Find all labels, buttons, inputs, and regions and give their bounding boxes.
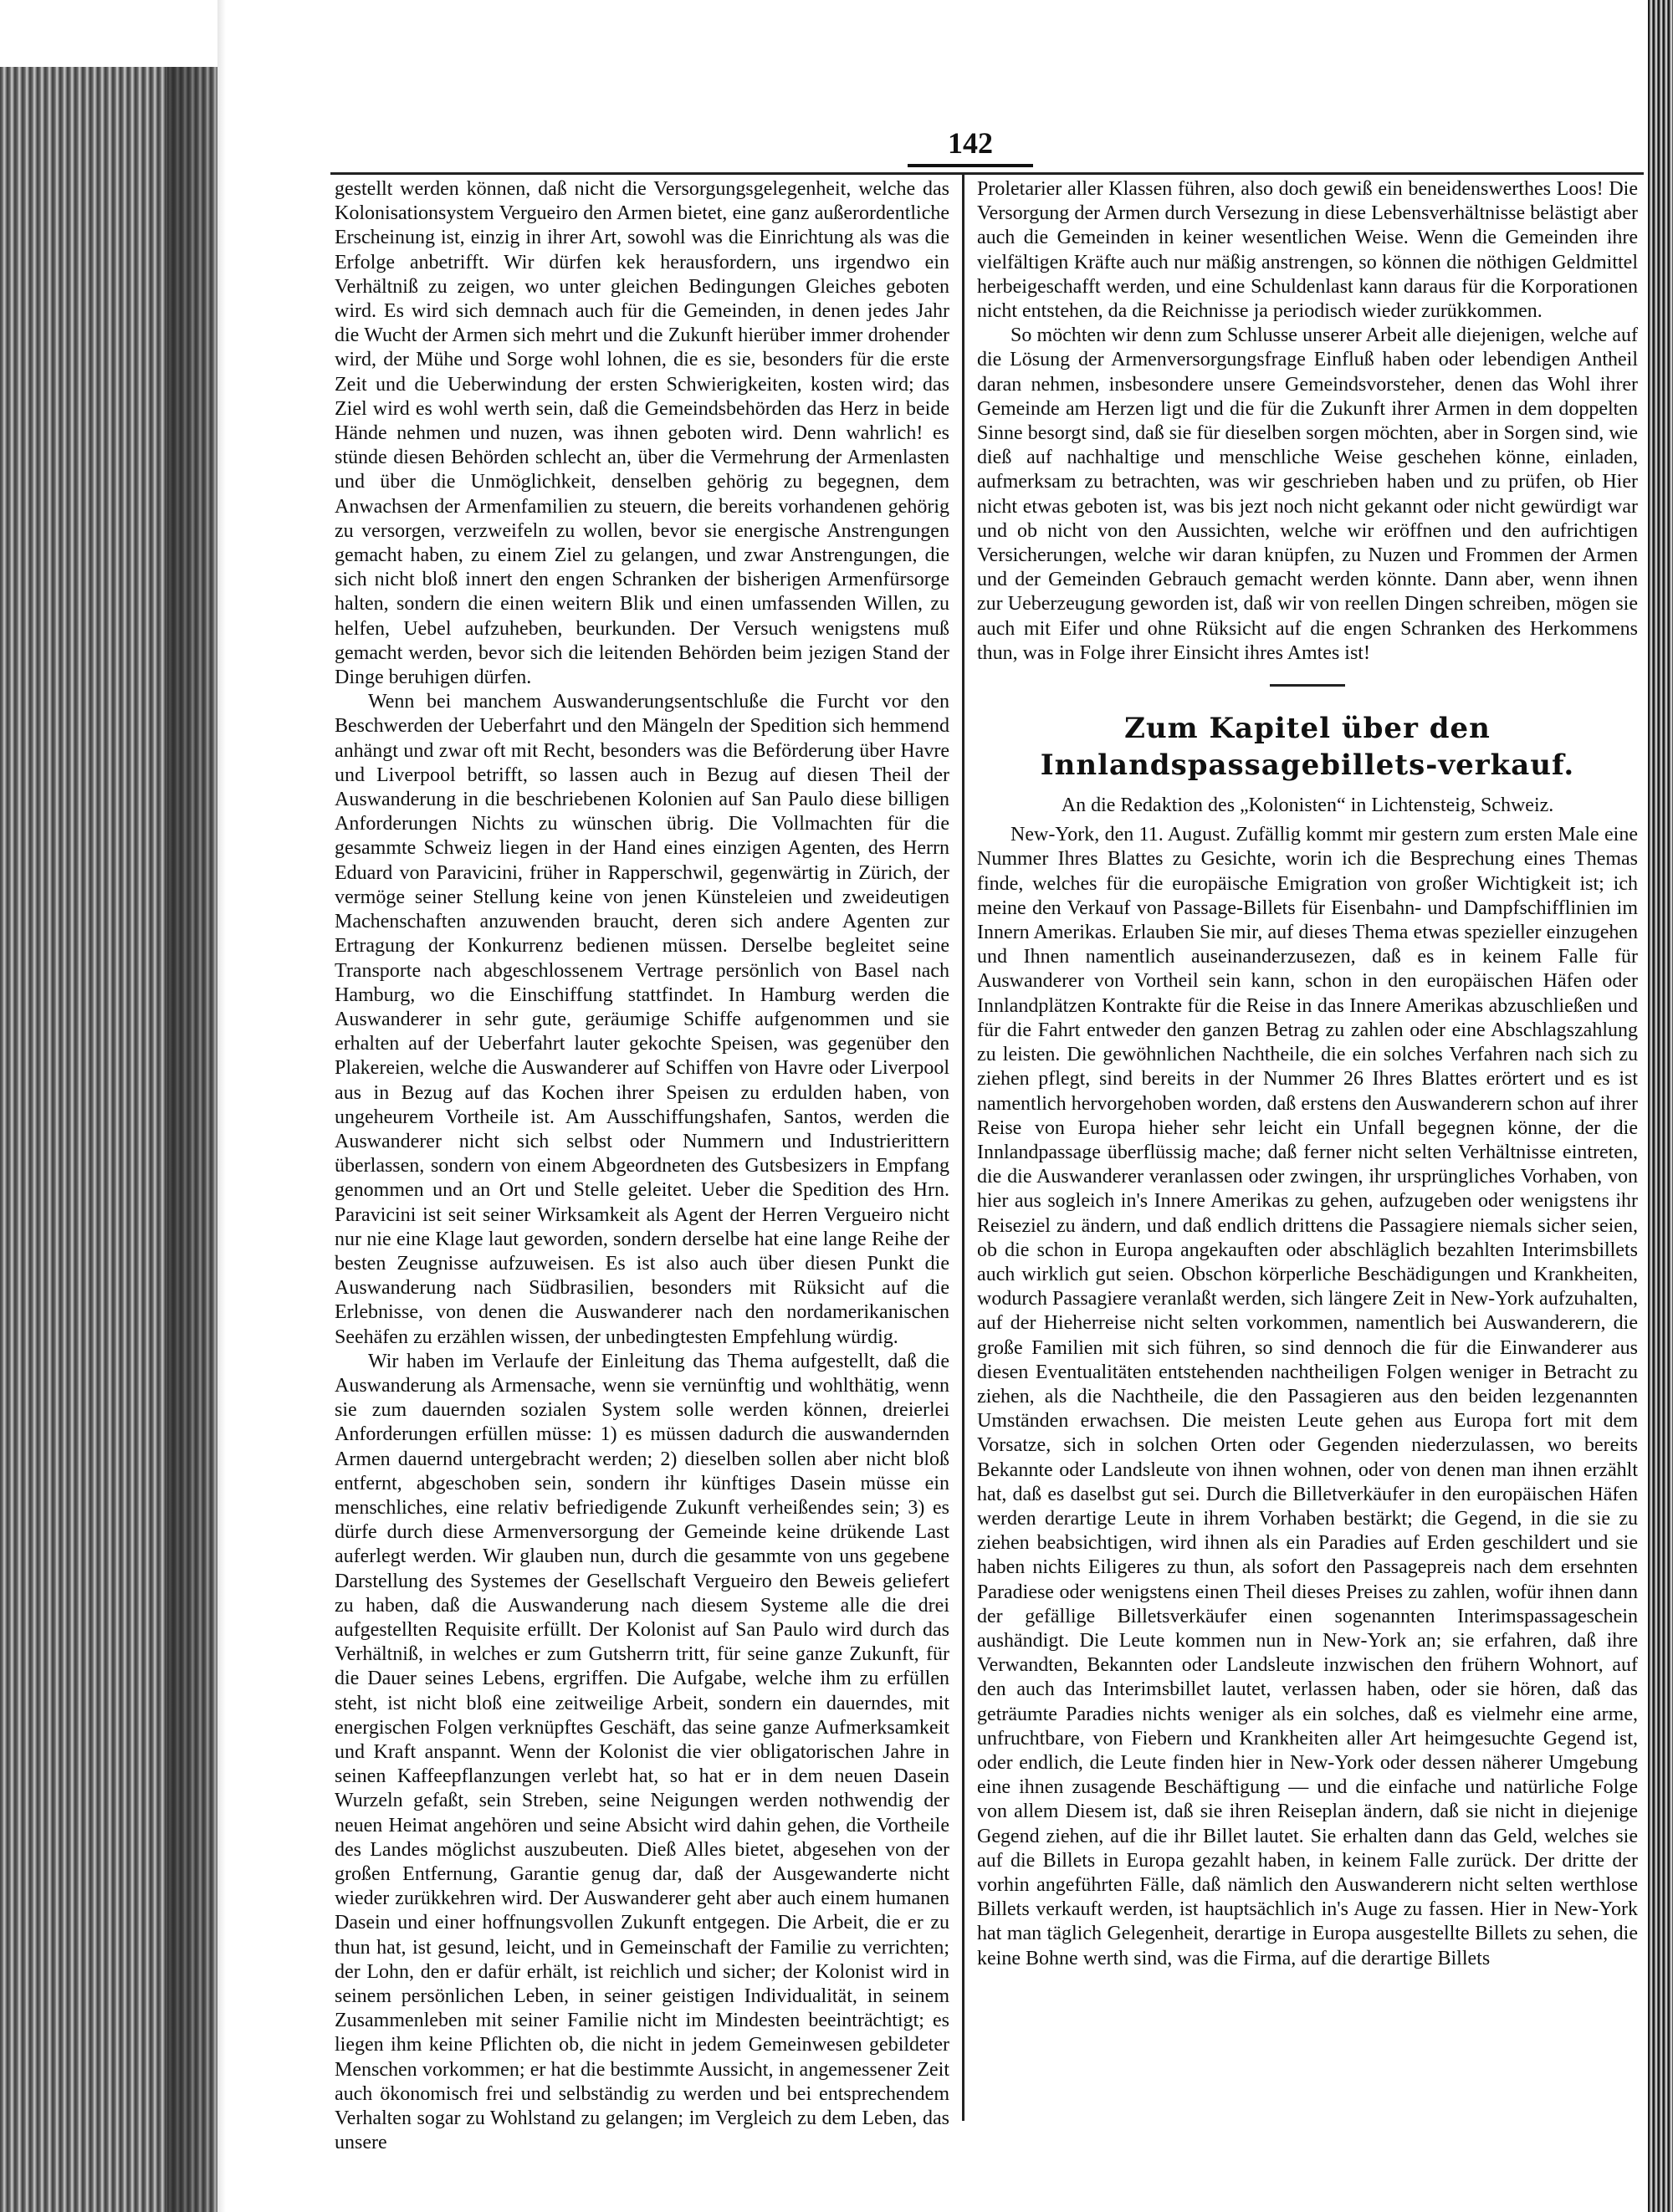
left-paragraph-2: Wenn bei manchem Auswanderungsentschluße die Furcht vor den Beschwerden der Ueberfahrt und den Mängeln der Spedition sich hemmend anhängt und zwar oft mit Recht, besonders was die Beförderung über Havre und Liverpool betrifft, so lassen auch in Bezug auf diesen Theil der Auswanderung in die beschriebenen Kolonien auf San Paulo diese billigen Anforderungen Nichts zu wünschen übrig. Die Vollmachten für die gesammte Schweiz liegen in der Hand eines einzigen Agenten, des Herrn Eduard von Paravicini, früher in Rapperschwil, gegenwärtig in Zürich, der vermöge seiner Stellung keine von jenen Künsteleien und zweideutigen Machenschaften anzuwenden braucht, deren sich andere Agenten zur Ertragung der Konkurrenz bedienen müssen. Derselbe begleitet seine Transporte nach abgeschlossenem Vertrage persönlich von Basel nach Hamburg, wo die Einschiffung stattfindet. In Hamburg werden die Auswanderer in sehr gute, geräumige Schiffe aufgenommen und sie erhalten auf der Ueberfahrt lauter gekochte Speisen, was gegenüber den Plakereien, welche die Auswanderer auf Schiffen von Havre oder Liverpool aus in Bezug auf das Kochen ihrer Speisen zu erdulden haben, von ungeheurem Vortheile ist. Am Ausschiffungshafen, Santos, werden die Auswanderer nicht sich selbst oder Nummern und Industrierittern überlassen, sondern von einem Abgeordneten des Gutsbesizers in Empfang genommen und an Ort und Stelle geleitet. Ueber die Spedition des Hrn. Paravicini ist seit seiner Wirksamkeit als Agent der Herren Vergueiro nicht nur nie eine Klage laut geworden, sondern derselbe hat eine lange Reihe der besten Zeugnisse aufzuweisen. Es ist also auch über diesen Punkt die Auswanderung nach Südbrasilien, besonders mit Rüksicht auf die Erlebnisse, von denen die Auswanderer nach den nordamerikanischen Seehäfen zu erzählen wissen, der unbedingtesten Empfehlung würdig. (335, 691, 949, 1348)
page-right-edge (1648, 0, 1673, 2212)
column-divider (962, 172, 964, 2121)
article-divider (1270, 684, 1345, 687)
article-paragraph-1: New-York, den 11. August. Zufällig kommt mir gestern zum ersten Male eine Nummer Ihres Blattes zu Gesichte, worin ich die Besprechung eines Themas finde, welches für die europäische Emigration von großer Wichtigkeit ist; ich meine den Verkauf von Passage-Billets für Eisenbahn- und Dampfschifflinien im Innern Amerikas. Erlauben Sie mir, auf dieses Thema etwas spezieller einzugehen und Ihnen namentlich auseinanderzusezen, daß es in keinem Falle für Auswanderer von Vortheil sein kann, schon in den europäischen Häfen oder Innlandplätzen Kontrakte für die Reise in das Innere Amerikas abzuschließen und für die Fahrt entweder den ganzen Betrag zu zahlen oder eine Abschlagszahlung zu leisten. Die gewöhnlichen Nachtheile, die ein solches Verfahren nach sich zu ziehen pflegt, sind bereits in der Nummer 26 Ihres Blattes erörtert und es ist namentlich hervorgehoben worden, daß erstens den Auswanderern schon auf ihrer Reise von Europa hieher sehr leicht ein Unfall begegnen könne, der die Innlandpassage überflüssig mache; daß ferner nicht selten Verhältnisse eintreten, die die Auswanderer veranlassen oder zwingen, ihr ursprüngliches Vorhaben, von hier aus sogleich in's Innere Amerikas zu gehen, aufzugeben oder wenigstens ihr Reiseziel zu ändern, und daß endlich drittens die Passagiere niemals sicher seien, ob die schon in Europa angekauften oder abschläglich bezahlten Interimsbillets auch wirklich gut seien. Obschon körperliche Beschädigungen und Krankheiten, wodurch Passagiere veranlaßt werden, sich längere Zeit in New-York aufzuhalten, auf der Hieherreise nicht selten vorkommen, namentlich bei Auswanderern, die große Familien mit sich führen, so sind dennoch die für die Einwanderer aus diesen Eventualitäten entstehenden nachtheiligen Folgen weniger in Betracht zu ziehen, als die Nachtheile, die den Passagieren aus den beiden lezgenannten Umständen erwachsen. Die meisten Leute gehen aus Europa fort mit dem Vorsatze, sich in solchen Orten oder Gegenden niederzulassen, wo bereits Bekannte oder Landsleute von ihnen wohnen, oder von denen man ihnen erzählt hat, daß es daselbst gut sei. Durch die Billetverkäufer in den europäischen Häfen werden derartige Leute in ihrem Vorhaben bestärkt; die Gegend, in die sie zu ziehen beabsichtigen, wird ihnen als ein Paradies auf Erden geschildert und sie haben nichts Eiligeres zu thun, als sofort den Passagepreis nach dem ersehnten Paradiese oder wenigstens einen Theil dieses Preises zu zahlen, wofür ihnen dann der gefällige Billetsverkäufer einen sogenannten Interimspassageschein aushändigt. Die Leute kommen nun in New-York an; sie erfahren, daß ihre Verwandten, Bekannten oder Landsleute inzwischen den frühern Wohnort, auf den auch das Interimsbillet lautet, verlassen haben, oder sie hören, daß das geträumte Paradies nichts weniger als ein solches, daß es vielmehr eine arme, unfruchtbare, von Fiebern und Krankheiten aller Art heimgesuchte Gegend ist, oder endlich, die Leute finden hier in New-York oder dessen näherer Umgebung eine ihnen zusagende Beschäftigung — und die einfache und natürliche Folge von allem Diesem ist, daß sie ihren Reiseplan ändern, daß sie nicht in diejenige Gegend ziehen, auf die ihr Billet lautet. Sie erhalten dann das Geld, welches sie auf die Billets in Europa gezahlt haben, in keinem Falle zurück. Der dritte der vorhin angeführten Fälle, daß nämlich den Auswanderern nicht selten werthlose Billets verkauft werden, ist hauptsächlich in's Auge zu fassen. Hier in New-York hat man täglich Gelegenheit, derartige in Europa ausgestellte Billets zu sehen, die keine Bohne werth sind, was die Firma, auf die derartige Billets (977, 824, 1638, 1969)
right-paragraph-1: Proletarier aller Klassen führen, also doch gewiß ein beneidenswerthes Loos! Die Versorgung der Armen durch Versezung in diese Lebensverhältnisse belästigt aber auch die Gemeinden in keiner wesentlichen Weise. Wenn die Gemeinden ihre vielfältigen Kräfte auch nur mäßig anstrengen, so können die nöthigen Geldmittel herbeigeschafft werden, und eine Schuldenlast kann daraus für die Korporationen nicht entstehen, da die Reichnisse ja periodisch wieder zurükkommen. (977, 178, 1638, 323)
left-column (335, 177, 949, 2154)
page-number: 142 (948, 126, 993, 160)
left-paragraph-1: gestellt werden können, daß nicht die Versorgungsgelegenheit, welche das Kolonisationsystem Vergueiro den Armen bietet, eine ganz außerordentliche Erscheinung ist, einzig in ihrer Art, sowohl was die Einrichtung als was die Erfolge anbetrifft. Wir dürfen kek herausfordern, uns irgendwo ein Verhältniß zu zeigen, wo unter gleichen Bedingungen Gleiches geboten wird. Es wird sich demnach auch für die Gemeinden, in denen jedes Jahr die Wucht der Armen sich mehrt und die Zukunft hierüber immer drohender wird, der Mühe und Sorge wohl lohnen, die es sie, besonders für die erste Zeit und die Ueberwindung der ersten Schwierigkeiten, kosten wird; das Ziel wird es wohl werth sein, daß die Gemeindsbehörden das Herz in beide Hände nehmen und nuzen, was ihnen geboten wird. Denn wahrlich! es stünde diesen Behörden schlecht an, über die Vermehrung der Armenlasten und über die Unmöglichkeit, denselben gehörig zu begegnen, dem Anwachsen der Armenfamilien zu steuern, die bereits vorhandenen gehörig zu versorgen, verzweifeln zu wollen, bevor sie energische Anstrengungen gemacht haben, zu einem Ziel zu gelangen, und zwar Anstrengungen, die sich nicht bloß innert den engen Schranken der bisherigen Armenfürsorge halten, sondern die einen weitern Blik und einen umfassenden Willen, zu helfen, Uebel aufzuheben, beurkunden. Der Versuch wenigstens muß gemacht werden, bevor sich die leitenden Behörden beim jezigen Stand der Dinge beruhigen dürfen. (335, 178, 949, 689)
article-title: Zum Kapitel über den Innlandspassagebillets-verkauf. (1040, 712, 1575, 783)
article-address: An die Redaktion des „Kolonisten“ in Lichtensteig, Schweiz. (1061, 794, 1554, 817)
page-top-margin (0, 0, 217, 67)
page-number-underline (908, 164, 1033, 167)
right-column (977, 177, 1638, 2117)
book-gutter-shadow (167, 0, 226, 2212)
left-paragraph-3: Wir haben im Verlaufe der Einleitung das Thema aufgestellt, daß die Auswanderung als Armensache, wenn sie vernünftig und wohlthätig, wenn sie zum dauernden sozialen System solle werden können, dreierlei Anforderungen erfüllen müsse: 1) es müssen dadurch die auswandernden Armen dauernd untergebracht werden; 2) dieselben sollen aber nicht bloß entfernt, abgeschoben sein, sondern ihr künftiges Dasein müsse ein menschliches, eine relativ befriedigende Zukunft verheißendes sein; 3) es dürfe durch diese Armenversorgung der Gemeinde keine drükende Last auferlegt werden. Wir glauben nun, durch die gesammte von uns gegebene Darstellung des Systemes der Gesellschaft Vergueiro den Beweis geliefert zu haben, daß die Auswanderung nach diesem Systeme alle die drei aufgestellten Requisite erfüllt. Der Kolonist auf San Paulo wird durch das Verhältniß, in welches er zum Gutsherrn tritt, für seine ganze Zukunft, für die Dauer seines Lebens, ergriffen. Die Aufgabe, welche ihm zu erfüllen steht, ist nicht bloß eine zeitweilige Arbeit, sondern ein dauerndes, mit energischen Folgen verknüpftes Geschäft, das seine ganze Aufmerksamkeit und Kraft anspannt. Wenn der Kolonist die vier obligatorischen Jahre in seinen Kaffeepflanzungen verlebt hat, so hat er in dem neuen Dasein Wurzeln gefaßt, sein Streben, seine Neigungen werden nothwendig der neuen Heimat angehören und seine Absicht wird dahin gehen, die Vortheile des Landes möglichst auszubeuten. Dieß Alles bietet, abgesehen von der großen Entfernung, Garantie genug dar, daß der Ausgewanderte nicht wieder zurükkehren wird. Der Auswanderer geht aber auch einem humanen Dasein und einer hoffnungsvollen Zukunft entgegen. Die Arbeit, die er zu thun hat, ist gesund, leicht, und in Gemeinschaft der Familie zu verrichten; der Lohn, den er dafür erhält, ist reichlich und sicher; der Kolonist wird in seinem persönlichen Leben, in seiner geistigen Individualität, in seinem Zusammenleben mit seiner Familie nicht im Mindesten beeinträchtigt; es liegen ihm keine Pflichten ob, die nicht in jedem Gemeinwesen gebildeter Menschen vorkommen; er hat die bestimmte Aussicht, in angemessener Zeit auch ökonomisch frei und selbständig zu werden und bei entsprechendem Verhalten sogar zu Wohlstand zu gelangen; im Vergleich zu dem Leben, das unsere (335, 1350, 949, 2154)
header-rule (330, 172, 1644, 175)
right-paragraph-2: So möchten wir denn zum Schlusse unserer Arbeit alle diejenigen, welche auf die Lösung der Armenversorgungsfrage Einfluß haben oder lebendigen Antheil daran nehmen, insbesondere unsere Gemeindsvorsteher, denen das Wohl ihrer Gemeinde am Herzen ligt und die für die Zukunft ihrer Armen in dem doppelten Sinne besorgt sind, daß sie für dieselben sorgen möchten, aber in Sorgen sind, wie dieß auf nachhaltige und menschliche Weise geschehen könne, einladen, aufmerksam zu betrachten, was wir geschrieben haben und zu prüfen, ob Hier nicht etwas geboten ist, was bis jezt noch nicht gekannt oder nicht gewürdigt war und ob nicht von den Aussichten, welche wir eröffnen und den aufrichtigen Versicherungen, welche wir daran knüpfen, zu Nuzen und Frommen der Armen und der Gemeinden Gebrauch gemacht werden könnte. Dann aber, wenn ihnen zur Ueberzeugung geworden ist, daß wir von reellen Dingen schreiben, mögen sie auch mit Eifer und ohne Rüksicht auf die engen Schranken des Herkommens thun, was in Folge ihrer Einsicht ihres Amtes ist! (977, 324, 1638, 664)
